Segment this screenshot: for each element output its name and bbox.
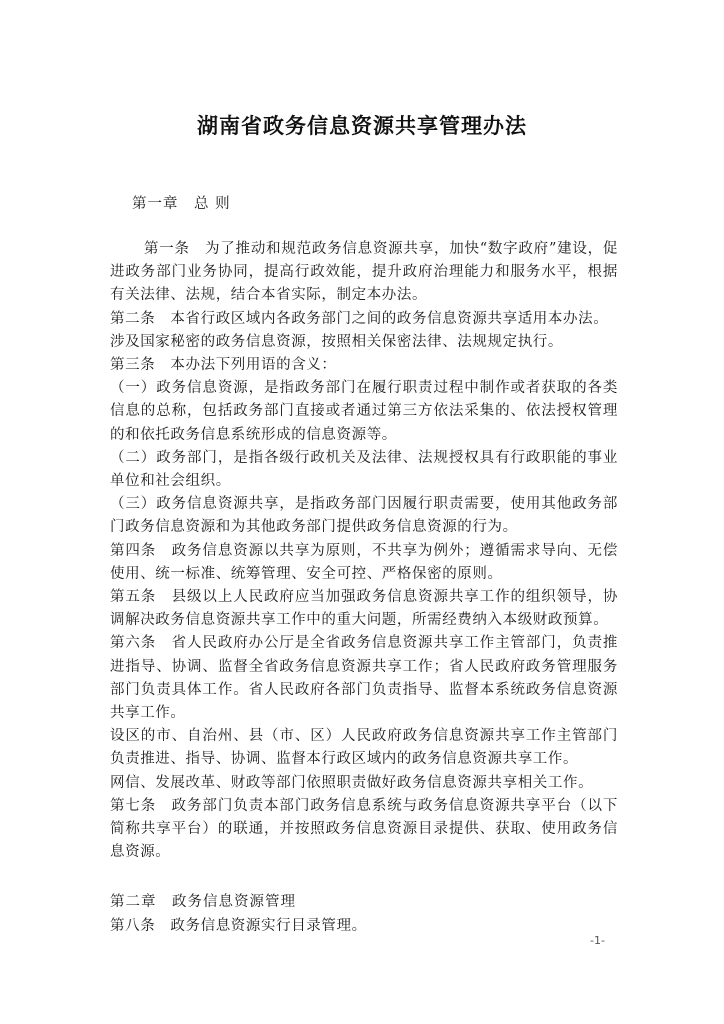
page-number: -1- bbox=[590, 934, 605, 947]
document-body bbox=[110, 238, 618, 864]
article-1: 第一条 为了推动和规范政务信息资源共享，加快“数字政府”建设，促进政务部门业务协同，提高行政效能，提升政府治理能力和服务水平，根据有关法律、法规，结合本省实际，制定本办法。 bbox=[110, 241, 618, 304]
article-2-clause: 涉及国家秘密的政务信息资源，按照相关保密法律、法规规定执行。 bbox=[110, 333, 563, 350]
chapter-2-heading: 第二章 政务信息资源管理 bbox=[110, 894, 296, 910]
article-3: 第三条 本办法下列用语的含义： bbox=[110, 357, 337, 374]
chapter-1-heading: 第一章 总 则 bbox=[132, 196, 231, 212]
article-6-clause-3: 网信、发展改革、财政等部门依照职责做好政务信息资源共享相关工作。 bbox=[110, 774, 594, 791]
article-3-item-1: （一）政务信息资源，是指政务部门在履行职责过程中制作或者获取的各类信息的总称，包括政务部门直接或者通过第三方依法采集的、依法授权管理的和依托政务信息系统形成的信息资源等。 bbox=[110, 380, 618, 443]
article-4: 第四条 政务信息资源以共享为原则，不共享为例外；遵循需求导向、无偿使用、统一标准、统筹管理、安全可控、严格保密的原则。 bbox=[110, 542, 618, 582]
document-title: 湖南省政务信息资源共享管理办法 bbox=[197, 114, 527, 138]
article-6: 第六条 省人民政府办公厅是全省政务信息资源共享工作主管部门，负责推进指导、协调、监督全省政务信息资源共享工作；省人民政府政务管理服务部门负责具体工作。省人民政府各部门负责指导、监督本系统政务信息资源共享工作。 bbox=[110, 635, 618, 722]
article-8: 第八条 政务信息资源实行目录管理。 bbox=[110, 918, 367, 934]
article-7: 第七条 政务部门负责本部门政务信息系统与政务信息资源共享平台（以下简称共享平台）的联通，并按照政务信息资源目录提供、获取、使用政务信息资源。 bbox=[110, 797, 618, 861]
article-3-item-3: （三）政务信息资源共享，是指政务部门因履行职责需要，使用其他政务部门政务信息资源和为其他政务部门提供政务信息资源的行为。 bbox=[110, 496, 618, 536]
article-2: 第二条 本省行政区域内各政务部门之间的政务信息资源共享适用本办法。 bbox=[110, 310, 609, 327]
article-3-item-2: （二）政务部门，是指各级行政机关及法律、法规授权具有行政职能的事业单位和社会组织。 bbox=[110, 449, 618, 490]
article-6-clause-2: 设区的市、自治州、县（市、区）人民政府政务信息资源共享工作主管部门负责推进、指导、协调、监督本行政区域内的政务信息资源共享工作。 bbox=[110, 728, 618, 768]
article-5: 第五条 县级以上人民政府应当加强政务信息资源共享工作的组织领导，协调解决政务信息资源共享工作中的重大问题，所需经费纳入本级财政预算。 bbox=[110, 589, 618, 629]
